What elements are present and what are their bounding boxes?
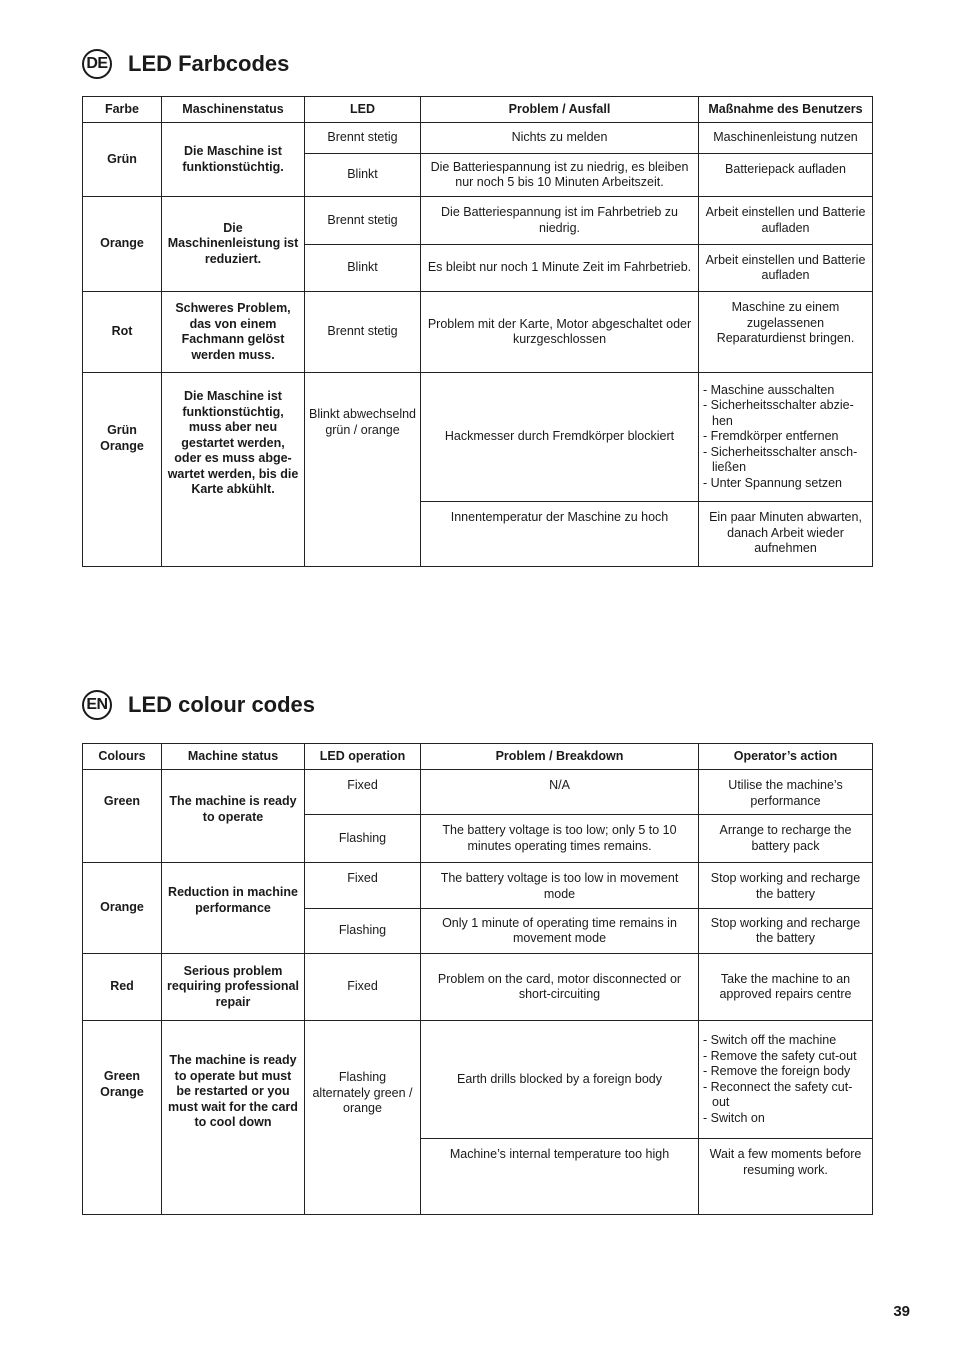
- color-cell: Orange: [83, 197, 162, 292]
- problem-cell: Die Batteriespannung ist zu niedrig, es bleiben nur noch 5 bis 10 Minuten Arbeitszeit.: [421, 154, 699, 197]
- heading-en: [82, 687, 872, 723]
- table-row: [83, 292, 873, 373]
- status-cell: Die Maschine ist funktionstüchtig.: [162, 123, 305, 197]
- color-cell: Grün Orange: [83, 373, 162, 567]
- problem-cell: Problem on the card, motor disconnected or short-circuiting: [421, 954, 699, 1021]
- header-status: Maschinenstatus: [162, 97, 305, 123]
- color-cell: Grün: [83, 123, 162, 197]
- table-header-row: [83, 744, 873, 770]
- heading-de: [82, 46, 872, 82]
- color-cell: Orange: [83, 863, 162, 954]
- status-cell: Serious problem requiring professional repair: [162, 954, 305, 1021]
- section-de: [82, 46, 872, 567]
- action-list-cell: [699, 373, 873, 502]
- list-item: - Reconnect the safety cut-out: [703, 1080, 868, 1111]
- action-cell: Stop working and recharge the battery: [699, 909, 873, 954]
- problem-cell: Earth drills blocked by a foreign body: [421, 1021, 699, 1139]
- header-color: Colours: [83, 744, 162, 770]
- problem-cell: Only 1 minute of operating time remains in movement mode: [421, 909, 699, 954]
- problem-cell: Die Batteriespannung ist im Fahrbetrieb zu niedrig.: [421, 197, 699, 245]
- led-cell: Blinkt abwechselnd grün / orange: [305, 373, 421, 567]
- action-cell: Wait a few moments before resuming work.: [699, 1139, 873, 1215]
- action-cell: Arbeit einstellen und Batterie aufladen: [699, 197, 873, 245]
- led-cell: Flashing: [305, 815, 421, 863]
- table-row: [83, 373, 873, 502]
- section-en: [82, 687, 872, 1215]
- table-row: [83, 863, 873, 909]
- status-cell: The machine is ready to operate but must be restarted or you must wait for the card to cool down: [162, 1021, 305, 1215]
- problem-cell: Es bleibt nur noch 1 Minute Zeit im Fahrbetrieb.: [421, 245, 699, 292]
- color-cell: Rot: [83, 292, 162, 373]
- problem-cell: Problem mit der Karte, Motor abgeschaltet oder kurzgeschlossen: [421, 292, 699, 373]
- action-cell: Batteriepack aufladen: [699, 154, 873, 197]
- table-header-row: [83, 97, 873, 123]
- list-item: - Sicherheitsschalter abzie-hen: [703, 398, 868, 429]
- action-cell: Utilise the machine’s performance: [699, 770, 873, 815]
- list-item: - Switch off the machine: [703, 1033, 868, 1049]
- header-status: Machine status: [162, 744, 305, 770]
- header-led: LED operation: [305, 744, 421, 770]
- section-title-de: LED Farbcodes: [128, 51, 290, 76]
- led-cell: Flashing: [305, 909, 421, 954]
- status-cell: The machine is ready to operate: [162, 770, 305, 863]
- led-cell: Blinkt: [305, 154, 421, 197]
- list-item: - Switch on: [703, 1111, 868, 1127]
- table-row: [83, 1021, 873, 1139]
- section-title-en: LED colour codes: [128, 692, 316, 717]
- action-cell: Ein paar Minuten abwarten, danach Arbeit wieder aufnehmen: [699, 502, 873, 567]
- header-action: Maßnahme des Benutzers: [699, 97, 873, 123]
- status-cell: Die Maschine ist funktionstüchtig, muss aber neu gestartet werden, oder es muss abge-wartet werden, bis die Karte abkühlt.: [162, 373, 305, 567]
- header-problem: Problem / Breakdown: [421, 744, 699, 770]
- color-cell: Red: [83, 954, 162, 1021]
- led-cell: Brennt stetig: [305, 292, 421, 373]
- list-item: - Remove the safety cut-out: [703, 1049, 868, 1065]
- language-badge-de: DE: [82, 49, 112, 79]
- action-cell: Arrange to recharge the battery pack: [699, 815, 873, 863]
- header-color: Farbe: [83, 97, 162, 123]
- action-cell: Maschinenleistung nutzen: [699, 123, 873, 154]
- action-cell: Maschine zu einem zugelassenen Reparaturdienst bringen.: [699, 292, 873, 373]
- table-row: [83, 770, 873, 815]
- problem-cell: The battery voltage is too low; only 5 to 10 minutes operating times remains.: [421, 815, 699, 863]
- led-cell: Fixed: [305, 863, 421, 909]
- color-cell: Green: [83, 770, 162, 863]
- problem-cell: N/A: [421, 770, 699, 815]
- list-item: - Remove the foreign body: [703, 1064, 868, 1080]
- list-item: - Fremdkörper entfernen: [703, 429, 868, 445]
- table-row: [83, 123, 873, 154]
- led-cell: Brennt stetig: [305, 123, 421, 154]
- led-cell: Flashing alternately green / orange: [305, 1021, 421, 1215]
- status-cell: Schweres Problem, das von einem Fachmann gelöst werden muss.: [162, 292, 305, 373]
- list-item: - Unter Spannung setzen: [703, 476, 868, 492]
- led-cell: Fixed: [305, 770, 421, 815]
- list-item: - Sicherheitsschalter ansch-ließen: [703, 445, 868, 476]
- action-list: [703, 383, 868, 492]
- problem-cell: The battery voltage is too low in movement mode: [421, 863, 699, 909]
- action-cell: Take the machine to an approved repairs centre: [699, 954, 873, 1021]
- problem-cell: Innentemperatur der Maschine zu hoch: [421, 502, 699, 567]
- header-led: LED: [305, 97, 421, 123]
- status-cell: Die Maschinenleistung ist reduziert.: [162, 197, 305, 292]
- status-cell: Reduction in machine performance: [162, 863, 305, 954]
- problem-cell: Hackmesser durch Fremdkörper blockiert: [421, 373, 699, 502]
- led-table-de: [82, 96, 873, 567]
- led-cell: Blinkt: [305, 245, 421, 292]
- led-table-en: [82, 743, 873, 1215]
- action-cell: Stop working and recharge the battery: [699, 863, 873, 909]
- problem-cell: Nichts zu melden: [421, 123, 699, 154]
- led-cell: Fixed: [305, 954, 421, 1021]
- list-item: - Maschine ausschalten: [703, 383, 868, 399]
- table-row: [83, 197, 873, 245]
- action-list-cell: [699, 1021, 873, 1139]
- problem-cell: Machine’s internal temperature too high: [421, 1139, 699, 1215]
- led-cell: Brennt stetig: [305, 197, 421, 245]
- action-list: [703, 1033, 868, 1126]
- header-action: Operator’s action: [699, 744, 873, 770]
- action-cell: Arbeit einstellen und Batterie aufladen: [699, 245, 873, 292]
- color-cell: Green Orange: [83, 1021, 162, 1215]
- header-problem: Problem / Ausfall: [421, 97, 699, 123]
- language-badge-en: EN: [82, 690, 112, 720]
- table-row: [83, 954, 873, 1021]
- page-number: 39: [893, 1303, 910, 1320]
